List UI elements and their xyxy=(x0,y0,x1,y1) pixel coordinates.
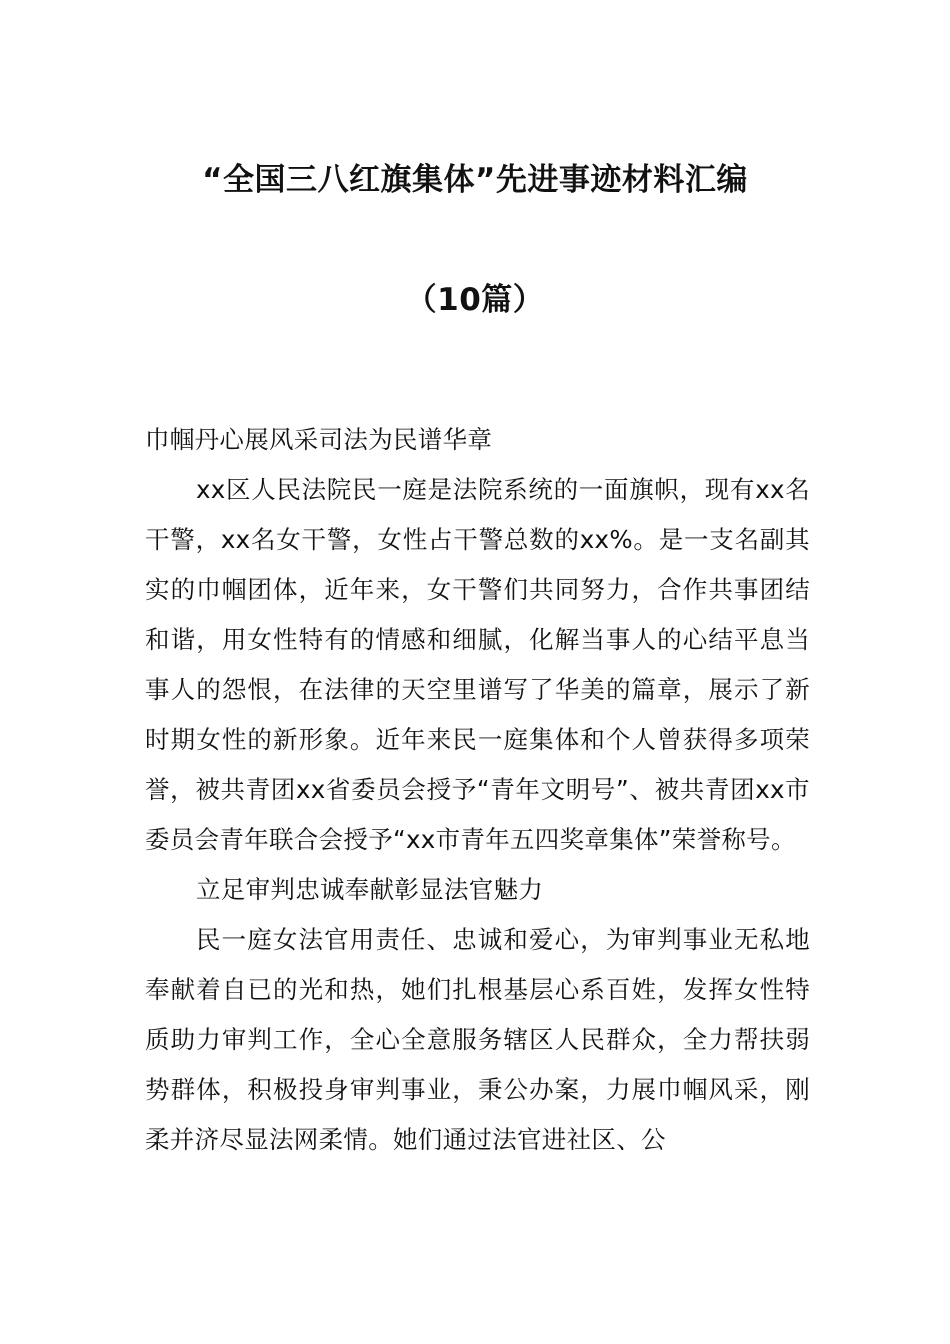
subheading-1: 立足审判忠诚奉献彰显法官魅力 xyxy=(196,875,544,904)
document-title: “全国三八红旗集体”先进事迹材料汇编 xyxy=(202,162,748,198)
paragraph-1: xx区人民法院民一庭是法院系统的一面旗帜，现有xx名干警，xx名女干警，女性占干警总数的xx%。是一支名副其实的巾帼团体，近年来，女干警们共同努力，合作共事团结和谐，用女性特有的情感和细腻，化解当事人的心结平息当事人的怨恨，在法律的天空里谱写了华美的篇章，展示了新时期女性的新形象。近年来民一庭集体和个人曾获得多项荣誉，被共青团xx省委员会授予“青年文明号”、被共青团xx市委员会青年联合会授予“xx市青年五四奖章集体”荣誉称号。 xyxy=(145,475,810,854)
document-body xyxy=(145,415,810,1165)
section-heading: 巾帼丹心展风采司法为民谱华章 xyxy=(145,425,493,454)
paragraph-2: 民一庭女法官用责任、忠诚和爱心，为审判事业无私地奉献着自已的光和热，她们扎根基层心系百姓，发挥女性特质助力审判工作，全心全意服务辖区人民群众，全力帮扶弱势群体，积极投身审判事业，秉公办案，力展巾帼风采，刚柔并济尽显法网柔情。她们通过法官进社区、公 xyxy=(145,925,810,1154)
document-subtitle: （10篇） xyxy=(405,282,545,318)
